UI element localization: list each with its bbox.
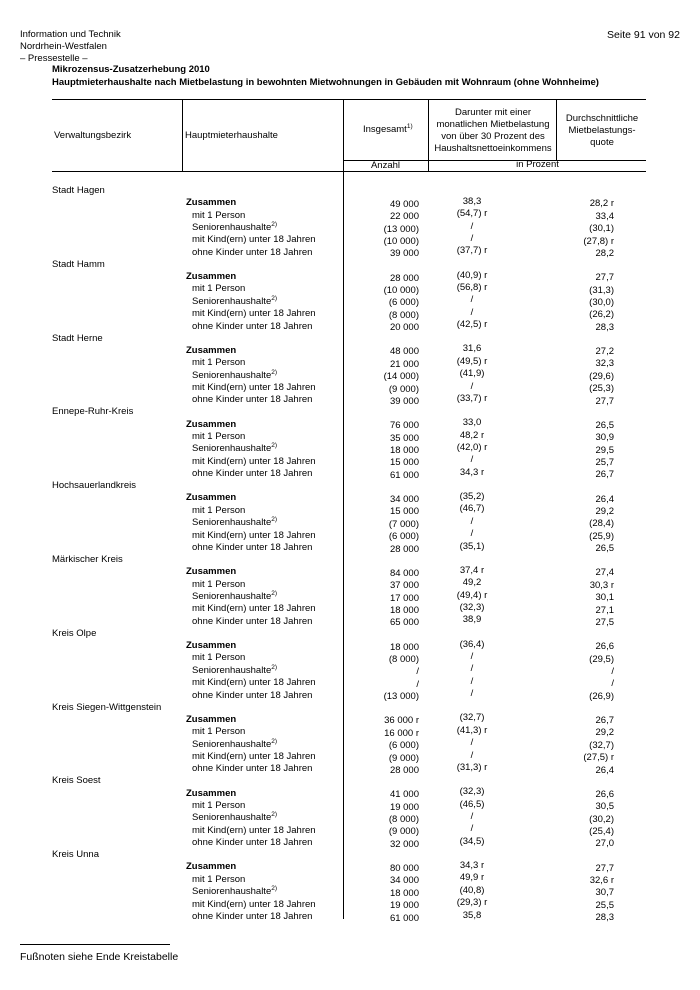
cell-burden-share: (35,1) xyxy=(459,540,485,552)
table-row-label xyxy=(192,308,316,319)
cell-average-burden: (30,1) xyxy=(589,223,614,235)
table-row-label xyxy=(192,370,277,381)
category-label: Seniorenhaushalte xyxy=(192,517,272,529)
col-head-average xyxy=(558,113,646,149)
cell-average-burden: (29,6) xyxy=(589,370,614,382)
cell-burden-share: 35,8 xyxy=(462,909,482,921)
cell-average-burden: 26,5 xyxy=(595,543,614,555)
cell-total: (8 000) xyxy=(388,653,419,665)
category-label: mit 1 Person xyxy=(192,726,246,738)
cell-total: 76 000 xyxy=(389,420,419,432)
table-subtitle: Hauptmieterhaushalte nach Mietbelastung in bewohnten Mietwohnungen in Gebäuden mit Wohnraum (ohne Wohnheime) xyxy=(52,77,599,88)
category-label: ohne Kinder unter 18 Jahren xyxy=(192,689,313,701)
category-label: ohne Kinder unter 18 Jahren xyxy=(192,246,313,258)
footnote-mark: 2) xyxy=(271,663,278,671)
cell-burden-share: / xyxy=(470,380,474,392)
cell-total: 39 000 xyxy=(389,248,419,260)
category-label: mit 1 Person xyxy=(192,652,246,664)
cell-burden-share: (37,7) r xyxy=(456,245,488,257)
table-row-label xyxy=(192,751,316,762)
table-row-label xyxy=(192,357,245,368)
category-label: Seniorenhaushalte xyxy=(192,222,272,233)
cell-burden-share: / xyxy=(470,454,474,466)
category-label: ohne Kinder unter 18 Jahren xyxy=(192,763,313,775)
cell-burden-share: / xyxy=(470,232,474,244)
cell-total: (13 000) xyxy=(383,223,419,235)
cell-burden-share: / xyxy=(470,737,474,749)
cell-burden-share: (40,8) xyxy=(459,884,485,896)
cell-average-burden: (31,3) xyxy=(589,284,614,296)
district-name: Märkischer Kreis xyxy=(52,554,123,565)
cell-average-burden: (26,9) xyxy=(589,690,614,702)
table-row-label xyxy=(192,603,316,614)
table-row-label xyxy=(186,419,236,430)
cell-total: 36 000 r xyxy=(384,715,419,727)
cell-burden-share: (46,7) xyxy=(459,503,485,515)
cell-burden-share: (42,0) r xyxy=(456,441,488,453)
cell-burden-share: (35,2) xyxy=(459,490,485,502)
category-label: mit 1 Person xyxy=(192,431,246,442)
table-row-label xyxy=(192,431,245,442)
cell-burden-share: (40,9) r xyxy=(456,269,488,281)
cell-burden-share: (49,4) r xyxy=(456,589,488,601)
footnote-mark: 2) xyxy=(271,589,278,597)
category-label: Zusammen xyxy=(186,640,237,651)
category-label: ohne Kinder unter 18 Jahren xyxy=(192,320,313,332)
col-head-total-label: Insgesamt xyxy=(363,124,407,135)
cell-total: 35 000 xyxy=(389,432,419,444)
col-head-average-line: Mietbelastungs- xyxy=(568,125,636,136)
cell-burden-share: 34,3 r xyxy=(459,466,485,478)
table-row-label xyxy=(192,837,312,848)
cell-burden-share: (49,5) r xyxy=(456,355,488,367)
cell-average-burden: 30,5 xyxy=(595,801,614,813)
table-row-label xyxy=(192,739,277,750)
cell-total: 34 000 xyxy=(389,875,419,887)
cell-burden-share: / xyxy=(470,823,474,835)
cell-total: 15 000 xyxy=(389,506,419,518)
category-label: mit Kind(ern) unter 18 Jahren xyxy=(192,824,316,836)
cell-total: (6 000) xyxy=(388,531,419,543)
cell-average-burden: 28,2 xyxy=(595,248,614,259)
category-label: Zusammen xyxy=(186,492,237,504)
category-label: Seniorenhaushalte xyxy=(192,443,272,455)
table-row-label xyxy=(192,812,277,823)
cell-average-burden: 26,6 xyxy=(595,641,614,653)
category-label: Zusammen xyxy=(186,861,237,873)
category-label: Seniorenhaushalte xyxy=(192,295,272,307)
cell-total: 18 000 xyxy=(389,641,419,653)
cell-average-burden: (28,4) xyxy=(589,518,614,530)
cell-total: 20 000 xyxy=(389,322,419,334)
cell-burden-share: / xyxy=(470,650,474,662)
cell-burden-share: / xyxy=(470,663,474,675)
cell-total: (14 000) xyxy=(383,371,419,383)
col-head-average-line: Durchschnittliche xyxy=(565,113,639,124)
cell-average-burden: 29,2 xyxy=(595,727,614,739)
category-label: ohne Kinder unter 18 Jahren xyxy=(192,542,313,553)
table-row-label xyxy=(186,492,236,503)
cell-total: (6 000) xyxy=(388,297,419,309)
table-row-label xyxy=(192,530,316,541)
cell-average-burden: 26,4 xyxy=(595,493,614,505)
category-label: mit 1 Person xyxy=(192,357,246,369)
cell-total: 28 000 xyxy=(389,764,419,776)
table-row-label xyxy=(186,345,236,356)
col-head-burden xyxy=(430,107,556,155)
table-row-label xyxy=(186,640,236,651)
footnote-mark: 1) xyxy=(406,122,413,130)
district-name: Hochsauerlandkreis xyxy=(52,480,136,492)
cell-average-burden: (29,5) xyxy=(589,653,614,665)
table-row-label xyxy=(186,714,236,725)
cell-average-burden: 32,3 xyxy=(595,358,614,370)
category-label: mit 1 Person xyxy=(192,578,246,590)
cell-average-burden: (27,8) r xyxy=(583,235,614,247)
category-label: mit 1 Person xyxy=(192,283,246,295)
category-label: mit Kind(ern) unter 18 Jahren xyxy=(192,898,316,910)
cell-average-burden: 27,5 xyxy=(595,617,614,628)
col-head-households: Hauptmieterhaushalte xyxy=(185,130,278,141)
cell-total: 61 000 xyxy=(389,469,419,481)
cell-burden-share: / xyxy=(470,528,474,540)
cell-average-burden: (26,2) xyxy=(589,309,614,321)
table-row-label xyxy=(192,222,277,233)
cell-total: 65 000 xyxy=(389,617,419,629)
category-label: Zusammen xyxy=(186,344,237,356)
cell-average-burden: 30,9 xyxy=(595,432,614,444)
table-row-label xyxy=(192,210,245,221)
table-row-label xyxy=(192,382,316,393)
cell-burden-share: 31,6 xyxy=(462,343,482,355)
footnote-mark: 2) xyxy=(271,442,278,450)
cell-total: 28 000 xyxy=(389,272,419,284)
table-row-label xyxy=(192,505,245,516)
org-line: Information und Technik xyxy=(20,29,121,40)
cell-average-burden: 30,7 xyxy=(595,887,614,899)
category-label: ohne Kinder unter 18 Jahren xyxy=(192,394,313,406)
cell-burden-share: (42,5) r xyxy=(456,319,488,331)
cell-average-burden: 25,7 xyxy=(595,457,614,468)
district-name: Kreis Unna xyxy=(52,849,99,861)
category-label: Zusammen xyxy=(186,787,237,799)
table-row-label xyxy=(192,652,245,663)
cell-total: (9 000) xyxy=(388,826,419,838)
col-divider xyxy=(343,99,344,919)
col-head-burden-line: Darunter mit einer xyxy=(454,107,532,118)
cell-burden-share: 37,4 r xyxy=(459,564,485,576)
table-row-label xyxy=(192,763,312,774)
cell-total: 18 000 xyxy=(389,887,419,899)
footnote-mark: 2) xyxy=(271,294,278,302)
district-name: Kreis Siegen-Wittgenstein xyxy=(52,701,162,713)
cell-average-burden: 25,5 xyxy=(595,899,614,911)
category-label: mit 1 Person xyxy=(192,504,246,516)
table-row-label xyxy=(192,296,277,307)
table-row-label xyxy=(192,591,277,602)
table-row-label xyxy=(192,321,312,332)
cell-average-burden: 29,5 xyxy=(595,444,614,456)
cell-burden-share: / xyxy=(470,306,474,318)
cell-burden-share: / xyxy=(470,810,474,822)
table-row-label xyxy=(186,788,236,799)
cell-average-burden: / xyxy=(611,678,614,690)
cell-burden-share: (33,7) r xyxy=(456,392,488,404)
category-label: Seniorenhaushalte xyxy=(192,738,272,750)
category-label: mit 1 Person xyxy=(192,873,246,885)
cell-average-burden: 27,7 xyxy=(595,272,614,284)
table-row-label xyxy=(192,247,312,258)
org-line: – Pressestelle – xyxy=(20,53,88,64)
cell-burden-share: 38,3 xyxy=(462,195,482,207)
cell-burden-share: 34,3 r xyxy=(459,859,485,871)
cell-total: 18 000 xyxy=(389,604,419,616)
district-name: Stadt Herne xyxy=(52,332,103,344)
category-label: mit Kind(ern) unter 18 Jahren xyxy=(192,529,316,541)
col-head-total xyxy=(363,124,413,136)
cell-burden-share: 33,0 xyxy=(462,417,482,429)
cell-total: (10 000) xyxy=(383,284,419,296)
cell-burden-share: (31,3) r xyxy=(456,761,488,773)
category-label: ohne Kinder unter 18 Jahren xyxy=(192,911,313,922)
cell-total: 80 000 xyxy=(389,862,419,874)
district-name: Ennepe-Ruhr-Kreis xyxy=(52,406,134,418)
category-label: Zusammen xyxy=(186,713,237,725)
category-label: mit Kind(ern) unter 18 Jahren xyxy=(192,603,316,615)
cell-total: 21 000 xyxy=(389,358,419,370)
cell-total: (9 000) xyxy=(388,383,419,395)
cell-burden-share: / xyxy=(470,515,474,527)
category-label: mit Kind(ern) unter 18 Jahren xyxy=(192,234,316,246)
cell-total: (8 000) xyxy=(388,309,419,321)
table-row-label xyxy=(192,579,245,590)
unit-count: Anzahl xyxy=(370,160,401,171)
cell-burden-share: (54,7) r xyxy=(456,208,488,220)
table-row-label xyxy=(186,197,236,208)
cell-burden-share: 48,2 r xyxy=(459,429,485,441)
table-row-label xyxy=(192,886,277,897)
category-label: Zusammen xyxy=(186,197,237,209)
cell-burden-share: (36,4) xyxy=(459,638,485,650)
cell-total: 48 000 xyxy=(389,346,419,358)
table-row-label xyxy=(192,677,316,688)
header-organization xyxy=(20,29,121,65)
category-label: mit Kind(ern) unter 18 Jahren xyxy=(192,677,316,689)
col-head-district: Verwaltungsbezirk xyxy=(54,130,132,141)
table-row-label xyxy=(192,517,277,528)
cell-total: 19 000 xyxy=(389,900,419,912)
table-row-label xyxy=(192,899,316,910)
category-label: Seniorenhaushalte xyxy=(192,812,272,824)
footnote-mark: 2) xyxy=(271,220,278,228)
cell-average-burden: (25,3) xyxy=(589,383,614,395)
footnote-mark: 2) xyxy=(271,516,278,524)
cell-average-burden: 28,3 xyxy=(595,321,614,333)
cell-total: / xyxy=(416,678,419,690)
cell-burden-share: (32,3) xyxy=(459,786,485,798)
district-name: Kreis Soest xyxy=(52,775,101,787)
category-label: mit Kind(ern) unter 18 Jahren xyxy=(192,455,316,467)
cell-average-burden: (27,5) r xyxy=(583,752,614,764)
category-label: Zusammen xyxy=(186,566,237,578)
table-row-label xyxy=(192,616,312,627)
cell-total: (10 000) xyxy=(383,235,419,247)
cell-burden-share: (29,3) r xyxy=(456,897,488,909)
district-name: Kreis Olpe xyxy=(52,627,97,639)
category-label: mit Kind(ern) unter 18 Jahren xyxy=(192,751,316,762)
table-row-label xyxy=(192,800,245,811)
footnote-mark: 2) xyxy=(271,368,278,376)
cell-burden-share: / xyxy=(470,749,474,761)
cell-average-burden: 29,2 xyxy=(595,506,614,517)
cell-average-burden: (32,7) xyxy=(589,739,614,751)
table-row-label xyxy=(192,690,312,701)
cell-total: 32 000 xyxy=(389,838,419,850)
cell-total: 61 000 xyxy=(389,912,419,924)
category-label: mit Kind(ern) unter 18 Jahren xyxy=(192,308,316,320)
category-label: mit 1 Person xyxy=(192,209,246,221)
cell-burden-share: (41,3) r xyxy=(456,724,488,736)
cell-total: (8 000) xyxy=(388,813,419,825)
col-head-burden-line: Haushaltsnettoeinkommens xyxy=(434,143,552,154)
district-name: Stadt Hamm xyxy=(52,258,105,270)
table-row-label xyxy=(192,665,277,676)
cell-total: 22 000 xyxy=(389,211,419,223)
cell-average-burden: (30,0) xyxy=(589,297,614,308)
cell-burden-share: 49,9 r xyxy=(459,872,485,884)
category-label: Seniorenhaushalte xyxy=(192,886,272,898)
table-row-label xyxy=(186,271,236,282)
cell-total: 17 000 xyxy=(389,592,419,604)
cell-burden-share: / xyxy=(470,220,474,232)
cell-burden-share: 49,2 xyxy=(462,577,482,589)
cell-average-burden: 26,7 xyxy=(595,715,614,726)
cell-burden-share: (32,3) xyxy=(459,601,485,613)
col-divider xyxy=(182,99,183,171)
cell-average-burden: 27,4 xyxy=(595,567,614,579)
col-head-burden-line: monatlichen Mietbelastung xyxy=(436,119,550,130)
category-label: Seniorenhaushalte xyxy=(192,369,272,381)
cell-burden-share: (32,7) xyxy=(459,712,485,724)
table-row-label xyxy=(192,443,277,454)
cell-average-burden: 33,4 xyxy=(595,210,614,222)
cell-total: 34 000 xyxy=(389,493,419,505)
category-label: ohne Kinder unter 18 Jahren xyxy=(192,468,313,480)
cell-burden-share: (34,5) xyxy=(459,835,485,847)
page-number: Seite 91 von 92 xyxy=(607,29,680,41)
cell-average-burden: 27,7 xyxy=(595,862,614,874)
cell-average-burden: 27,2 xyxy=(595,346,614,357)
cell-burden-share: / xyxy=(470,688,474,700)
cell-average-burden: 27,7 xyxy=(595,395,614,407)
table-row-label xyxy=(192,283,245,294)
cell-average-burden: 26,5 xyxy=(595,419,614,431)
cell-total: (6 000) xyxy=(388,740,419,752)
cell-average-burden: 27,1 xyxy=(595,604,614,616)
cell-burden-share: 38,9 xyxy=(462,614,482,626)
cell-average-burden: 27,0 xyxy=(595,838,614,850)
cell-average-burden: 26,6 xyxy=(595,788,614,800)
table-row-label xyxy=(192,468,312,479)
cell-average-burden: (25,4) xyxy=(589,826,614,837)
footnote-text: Fußnoten siehe Ende Kreistabelle xyxy=(20,951,179,963)
cell-average-burden: 28,3 xyxy=(595,912,614,924)
category-label: Seniorenhaushalte xyxy=(192,591,272,602)
cell-total: (13 000) xyxy=(383,691,419,703)
category-label: Seniorenhaushalte xyxy=(192,664,272,676)
cell-average-burden: 30,3 r xyxy=(589,579,614,591)
cell-average-burden: (30,2) xyxy=(589,813,614,825)
district-name: Stadt Hagen xyxy=(52,185,105,196)
cell-total: (9 000) xyxy=(388,752,419,764)
footnote-mark: 2) xyxy=(271,811,278,819)
cell-total: 15 000 xyxy=(389,457,419,469)
footnote-rule xyxy=(20,944,170,945)
table-row-label xyxy=(186,861,236,872)
cell-burden-share: / xyxy=(470,294,474,306)
table-row-label xyxy=(192,726,245,737)
category-label: mit Kind(ern) unter 18 Jahren xyxy=(192,382,316,393)
cell-burden-share: (46,5) xyxy=(459,798,485,810)
cell-total: 16 000 r xyxy=(384,727,419,739)
cell-total: 39 000 xyxy=(389,395,419,407)
table-title: Mikrozensus-Zusatzerhebung 2010 xyxy=(52,64,210,75)
table-row-label xyxy=(192,234,316,245)
category-label: ohne Kinder unter 18 Jahren xyxy=(192,837,313,849)
cell-average-burden: 30,1 xyxy=(595,592,614,604)
cell-burden-share: (41,9) xyxy=(459,368,485,380)
table-row-label xyxy=(192,825,316,836)
table-row-label xyxy=(192,874,245,885)
table-row-label xyxy=(192,456,316,467)
table-row-label xyxy=(186,566,236,577)
cell-total: 19 000 xyxy=(389,801,419,813)
cell-total: 18 000 xyxy=(389,444,419,456)
cell-average-burden: (25,9) xyxy=(589,530,614,542)
cell-total: / xyxy=(416,666,419,678)
cell-total: 28 000 xyxy=(389,543,419,555)
category-label: mit 1 Person xyxy=(192,800,246,811)
cell-total: 84 000 xyxy=(389,567,419,579)
unit-percent: in Prozent xyxy=(516,159,559,170)
cell-burden-share: (56,8) r xyxy=(456,281,488,293)
col-divider xyxy=(556,99,557,160)
cell-total: (7 000) xyxy=(388,518,419,530)
cell-total: 49 000 xyxy=(389,198,419,210)
category-label: Zusammen xyxy=(186,418,237,430)
footnote-mark: 2) xyxy=(271,737,278,745)
col-head-average-line: quote xyxy=(590,137,614,148)
cell-average-burden: 26,7 xyxy=(595,469,614,481)
table-row-label xyxy=(192,911,312,922)
cell-total: 41 000 xyxy=(389,789,419,801)
cell-average-burden: 32,6 r xyxy=(589,875,614,886)
category-label: Zusammen xyxy=(186,271,237,282)
cell-average-burden: / xyxy=(611,666,614,677)
category-label: ohne Kinder unter 18 Jahren xyxy=(192,615,313,627)
footnote-mark: 2) xyxy=(271,885,278,893)
cell-average-burden: 28,2 r xyxy=(589,198,614,210)
table-row-label xyxy=(192,542,312,553)
cell-total: 37 000 xyxy=(389,580,419,592)
cell-average-burden: 26,4 xyxy=(595,764,614,776)
table-row-label xyxy=(192,394,312,405)
col-head-burden-line: von über 30 Prozent des xyxy=(441,131,545,142)
org-line: Nordrhein-Westfalen xyxy=(20,41,107,52)
cell-burden-share: / xyxy=(470,675,474,687)
